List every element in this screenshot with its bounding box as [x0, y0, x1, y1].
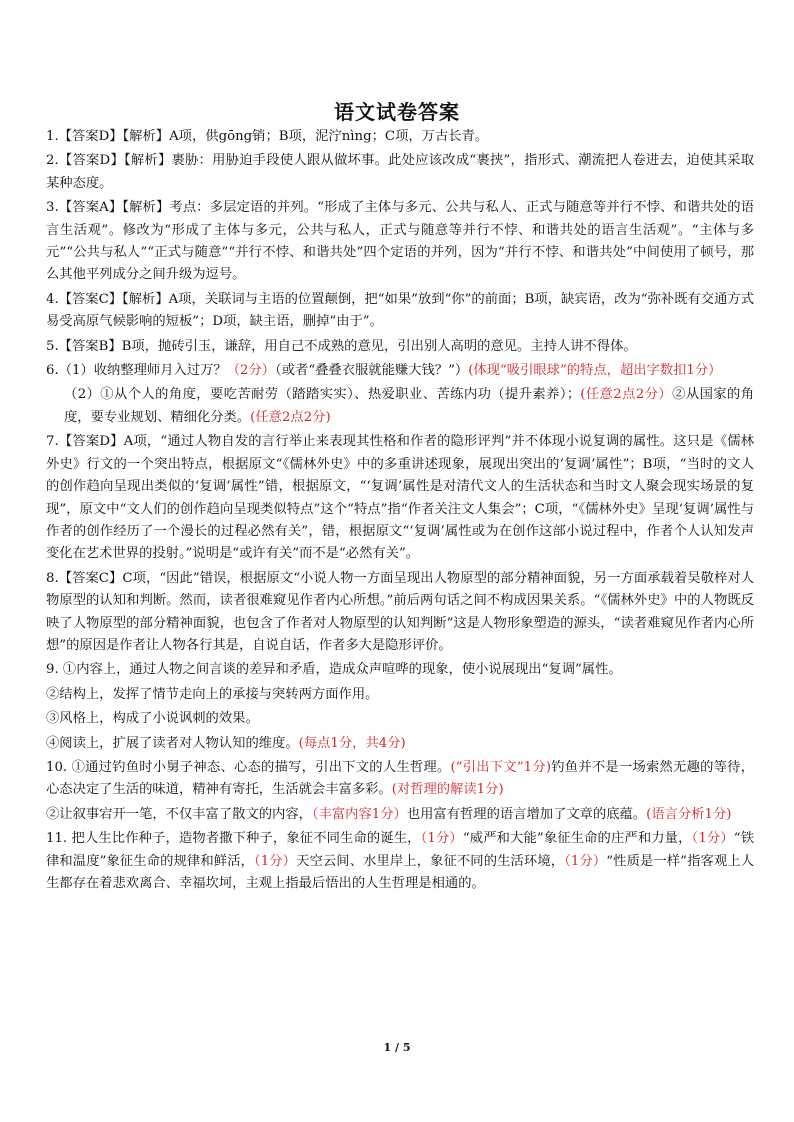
answer-item: [46, 384, 754, 429]
answer-item: [46, 568, 754, 658]
answer-text: 11. 把人生比作种子，造物者撒下种子，象征不同生命的诞生，: [46, 831, 421, 847]
answer-item: [46, 804, 754, 826]
score-note: （丰富内容1分）: [311, 806, 407, 822]
answer-text: 10. ①通过钓鱼时小舅子神态、心态的描写，引出下文的人生哲理。: [46, 759, 451, 775]
answer-item: [46, 757, 754, 802]
answer-text: “性质是一样”指客观上人生都存在着悲欢离合、幸福坎坷，主观上指最后悟出的人生哲理是相通的。: [46, 853, 754, 891]
answer-text: ②结构上，发挥了情节走向上的承接与突转两方面作用。: [46, 686, 379, 702]
answer-item: [46, 289, 754, 334]
score-note: (“引出下文”1分): [450, 759, 552, 775]
score-note: （2分）: [226, 363, 276, 379]
answer-text: 2.【答案D】【解析】裹胁：用胁迫手段使人跟从做坏事。此处应该改成“裹挟”，指形式、潮流把人卷进去，迫使其采取某种态度。: [46, 153, 754, 191]
answer-list: [46, 126, 754, 897]
page-number: 1 / 5: [383, 1041, 411, 1054]
answer-item: [46, 197, 754, 287]
answer-item: [46, 150, 754, 195]
answer-text: 天空云间、水里岸上，象征不同的生活环境，: [296, 853, 565, 869]
answer-text: 3.【答案A】【解析】考点：多层定语的并列。“形成了主体与多元、公共与私人、正式与随意等并行不悖、和谐共处的语言生活观”。修改为“形成了主体与多元，公共与私人，正式与随意等并行不悖、和谐共处的语言生活观”。“主体与多元”“公共与私人”“正式与随意”“并行不悖、和谐共处”四个定语的并列，因为“并行不悖、和谐共处”中间使用了顿号，那么其他平列成分之间升级为逗号。: [46, 200, 754, 283]
answer-text: 钓鱼并不是一场索然无趣的等待，心态决定了生活的味道，精神有寄托，生活就会丰富多彩。: [46, 759, 755, 798]
answer-text: ④阅读上，扩展了读者对人物认知的维度。: [46, 735, 299, 751]
answer-item: [46, 126, 754, 148]
answer-text: （或者“叠叠衣服就能赚大钱？”）: [275, 363, 469, 379]
score-note: （1分）: [691, 831, 734, 847]
score-note: (体现“吸引眼球”的特点，超出字数扣1分）: [468, 363, 722, 379]
page-title: 语文试卷答案: [334, 100, 460, 124]
answer-item: [46, 360, 754, 382]
answer-item: [46, 684, 754, 706]
score-note: (对哲理的解读1分): [391, 782, 504, 798]
answer-item: [46, 828, 754, 895]
answer-text: 1.【答案D】【解析】A项，供gōng销；B项，泥泞nìng；C项，万古长青。: [46, 129, 489, 144]
answer-item: [46, 733, 754, 755]
answer-item: [46, 431, 754, 565]
score-note: (任意2点2分）: [580, 387, 673, 403]
answer-text: （2）①从个人的角度，要吃苦耐劳（踏踏实实）、热爱职业、苦练内功（提升素养）；: [64, 387, 581, 403]
answer-text: 8.【答案C】C项，“因此”错误，根据原文“小说人物一方面呈现出人物原型的部分精神面貌，另一方面承载着吴敬梓对人物原型的认知和判断。然而，读者很难窥见作者内心所想。”前后两句话之间不构成因果关系。“《儒林外史》中的人物既反映了人物原型的部分精神面貌，也包含了作者对人物原型的认知判断”这是人物形象塑造的源头，“读者难窥见作者内心所想”的原因是作者让人物各行其是，自说自话，作者多大是隐形评价。: [46, 570, 754, 653]
answer-text: 也用富有哲理的语言增加了文章的底蕴。: [406, 806, 647, 822]
answer-item: [46, 708, 754, 730]
score-note: （1分）: [420, 831, 463, 847]
answer-text: 4.【答案C】【解析】A项，关联词与主语的位置颠倒，把“如果”放到“你”的前面；B项，缺宾语，改为“弥补既有交通方式易受高原气候影响的短板”；D项，缺主语，删掉“由于”。: [46, 291, 754, 330]
answer-text: 7.【答案D】A项，“通过人物自发的言行举止来表现其性格和作者的隐形评判”并不体现小说复调的属性。这只是《儒林外史》行文的一个突出特点，根据原文“《儒林外史》中的多重讲述现象，展现出突出的‘复调’属性”；B项，“当时的文人的创作趋向呈现出类似的‘复调’属性”错，根据原文，“‘复调’属性是对清代文人的生活状态和当时文人聚会现实场景的复现”，原文中“文人们的创作趋向呈现类似特点”这个“特点”指“作者关注文人集会”；C项，“《儒林外史》呈现‘复调’属性与作者的创作经历了一个漫长的过程必然有关”，错，根据原文“‘复调’属性或为在创作这部小说过程中，作者个人认知发声变化在艺术世界的投射。”说明是“或许有关”而不是“必然有关”。: [46, 434, 754, 562]
answer-item: [46, 336, 754, 358]
score-note: (任意2点2分): [250, 409, 331, 425]
answer-text: “威严和大能”象征生命的庄严和力量，: [462, 831, 692, 847]
answer-text: 5.【答案B】B项，抛砖引玉，谦辞，用自己不成熟的意见，引出别人高明的意见。主持人讲不得体。: [46, 338, 637, 354]
score-note: （1分）: [564, 853, 607, 869]
score-note: （1分）: [253, 853, 297, 869]
answer-text: “铁律和温度”象征生命的规律和鲜活，: [46, 831, 755, 869]
score-note: (每点1分，共4分): [298, 735, 406, 751]
score-note: (语言分析1分): [646, 806, 732, 822]
answer-text: ③风格上，构成了小说讽刺的效果。: [46, 711, 259, 727]
answer-item: [46, 659, 754, 681]
answer-text: 9. ①内容上，通过人物之间言谈的差异和矛盾，造成众声喧哗的现象，使小说展现出“复调”属性。: [46, 662, 622, 678]
answer-text: 6.（1）收纳整理师月入过万？: [46, 363, 227, 379]
answer-text: ②从国家的角度，要专业规划、精细化分类。: [64, 387, 754, 425]
answer-text: ②让叙事宕开一笔，不仅丰富了散文的内容，: [46, 806, 312, 822]
